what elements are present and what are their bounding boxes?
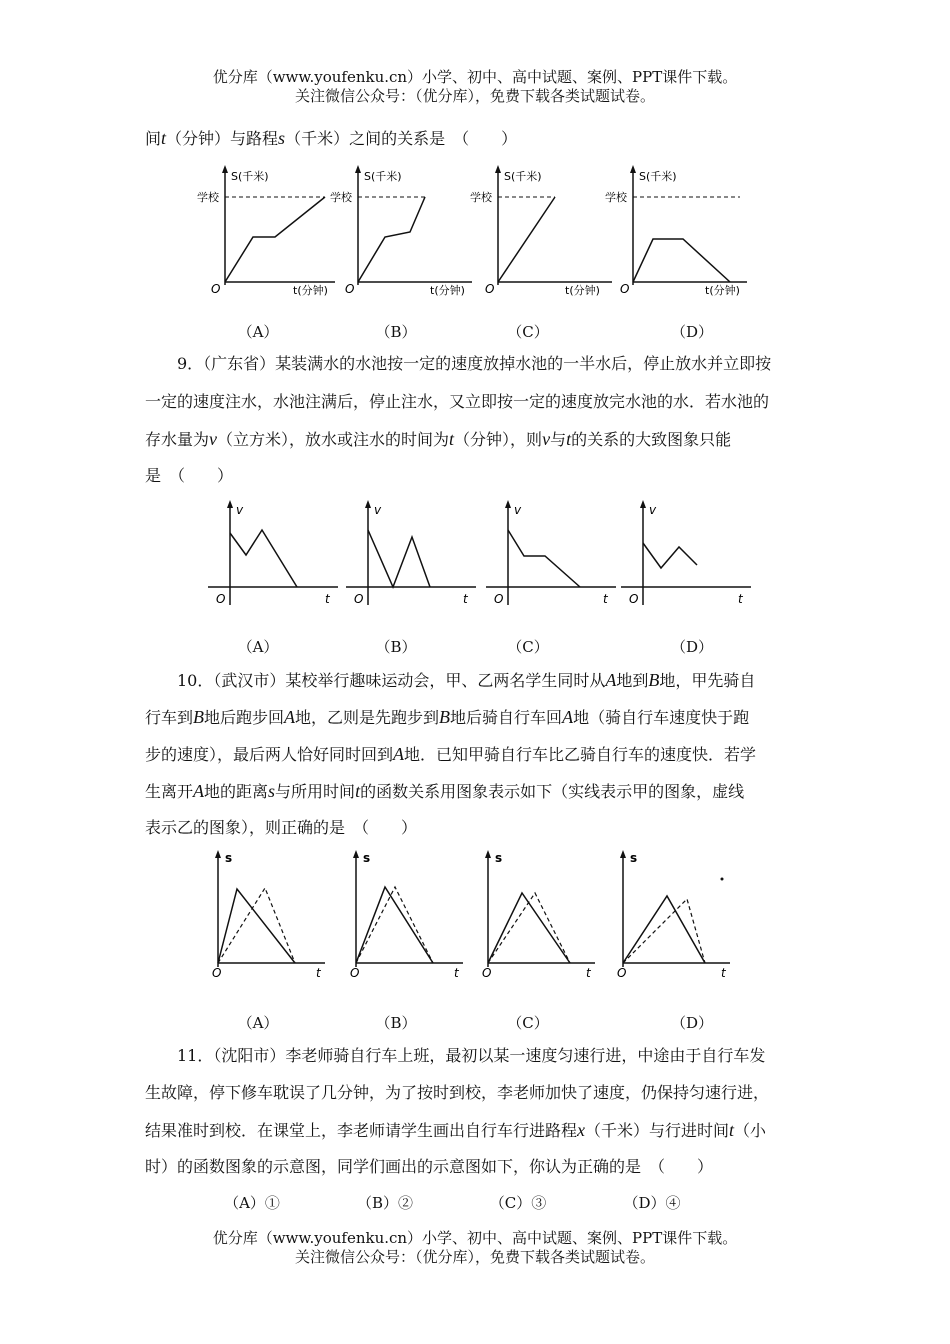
q9b-ylabel: v (374, 503, 382, 517)
q8a-xlabel: t(分钟) (293, 284, 328, 297)
header-line-2: 关注微信公众号：（优分库），免费下载各类试题试卷。 (294, 87, 655, 105)
q9a-ylabel: v (236, 503, 244, 517)
q8b-ylabel: S(千米) (364, 170, 402, 183)
q8-option-b: （B） (375, 323, 417, 341)
q11-line-4: 时）的函数图象的示意图，同学们画出的示意图如下，你认为正确的是 （ ） (145, 1157, 714, 1176)
q10d-xlabel: t (721, 966, 726, 980)
q10-line-4: 生离开A地的距离s与所用时间t的函数关系用图象表示如下（实线表示甲的图象，虚线 (145, 781, 745, 801)
q8-graph-b (330, 160, 480, 300)
q9-graph-c (480, 495, 620, 615)
q11-option-a: （A）① (224, 1194, 280, 1212)
q9-graph-a (200, 495, 340, 615)
q9a-origin: O (216, 592, 226, 606)
q8d-school: 学校 (605, 191, 627, 204)
q9d-origin: O (629, 592, 639, 606)
q10a-ylabel: s (225, 851, 233, 865)
q10-option-b: （B） (375, 1014, 417, 1032)
header-line-1: 优分库（www.youfenku.cn）小学、初中、高中试题、案例、PPT课件下载。 (212, 68, 738, 86)
q8c-ylabel: S(千米) (504, 170, 542, 183)
q10b-xlabel: t (454, 966, 459, 980)
q9-option-a: （A） (237, 638, 279, 656)
q8a-origin: O (211, 282, 221, 296)
q10d-ylabel: s (630, 851, 638, 865)
q11-option-b: （B）② (356, 1194, 414, 1212)
q11-option-c: （C）③ (489, 1194, 547, 1212)
q8-graph-a (195, 160, 345, 300)
q8b-xlabel: t(分钟) (430, 284, 465, 297)
q10c-xlabel: t (586, 966, 591, 980)
q9-line-4: 是 （ ） (145, 466, 234, 485)
q8b-origin: O (345, 282, 355, 296)
q9c-ylabel: v (514, 503, 522, 517)
q10c-ylabel: s (495, 851, 503, 865)
q9-graph-d (615, 495, 755, 615)
q9b-origin: O (354, 592, 364, 606)
q9-line-1: 9．（广东省）某装满水的水池按一定的速度放掉水池的一半水后，停止放水并立即按 (177, 354, 772, 373)
q8a-ylabel: S(千米) (231, 170, 269, 183)
q10-line-1: 10．（武汉市）某校举行趣味运动会，甲、乙两名学生同时从A地到B地，甲先骑自 (177, 670, 756, 690)
q10a-origin: O (212, 966, 222, 980)
q10a-xlabel: t (316, 966, 321, 980)
q8-stem: 间t（分钟）与路程s（千米）之间的关系是 （ ） (145, 128, 518, 148)
q10d-origin: O (617, 966, 627, 980)
q11-line-1: 11．（沈阳市）李老师骑自行车上班，最初以某一速度匀速行进，中途由于自行车发 (177, 1046, 766, 1065)
q10-graph-b (338, 845, 473, 985)
q10b-ylabel: s (363, 851, 371, 865)
q9-option-c: （C） (507, 638, 549, 656)
q9-line-2: 一定的速度注水，水池注满后，停止注水，又立即按一定的速度放完水池的水．若水池的 (145, 392, 770, 411)
q11-line-3: 结果准时到校．在课堂上，李老师请学生画出自行车行进路程x（千米）与行进时间t（小 (145, 1120, 767, 1140)
q10-option-d: （D） (670, 1014, 714, 1032)
q9-graph-b (340, 495, 480, 615)
q9-line-3: 存水量为v（立方米），放水或注水的时间为t（分钟），则v与t的关系的大致图象只能 (145, 429, 732, 449)
q10-line-3: 步的速度），最后两人恰好同时回到A地．已知甲骑自行车比乙骑自行车的速度快．若学 (145, 744, 757, 764)
q8-graph-c (470, 160, 620, 300)
q8d-origin: O (620, 282, 630, 296)
q10-graph-c (470, 845, 605, 985)
q9-option-d: （D） (670, 638, 714, 656)
q10c-origin: O (482, 966, 492, 980)
q10-option-a: （A） (237, 1014, 279, 1032)
q11-option-d: （D）④ (623, 1194, 681, 1212)
q9c-xlabel: t (603, 592, 608, 606)
q10-graph-a (200, 845, 335, 985)
footer-line-1: 优分库（www.youfenku.cn）小学、初中、高中试题、案例、PPT课件下载。 (212, 1229, 738, 1247)
q9d-xlabel: t (738, 592, 743, 606)
q9c-origin: O (494, 592, 504, 606)
q8-option-d: （D） (670, 323, 714, 341)
q10-graph-d (605, 845, 740, 985)
q8-option-a: （A） (237, 323, 279, 341)
q8c-xlabel: t(分钟) (565, 284, 600, 297)
q8a-school: 学校 (197, 191, 219, 204)
q10-line-2: 行车到B地后跑步回A地，乙则是先跑步到B地后骑自行车回A地（骑自行车速度快于跑 (145, 707, 750, 727)
q10b-origin: O (350, 966, 360, 980)
q9d-ylabel: v (649, 503, 657, 517)
q8b-school: 学校 (330, 191, 352, 204)
q11-line-2: 生故障，停下修车耽误了几分钟，为了按时到校，李老师加快了速度，仍保持匀速行进， (145, 1083, 770, 1102)
q8c-school: 学校 (470, 191, 492, 204)
q9-option-b: （B） (375, 638, 417, 656)
q8d-xlabel: t(分钟) (705, 284, 740, 297)
q9a-xlabel: t (325, 592, 330, 606)
footer-line-2: 关注微信公众号：（优分库），免费下载各类试题试卷。 (294, 1248, 655, 1266)
q10-option-c: （C） (507, 1014, 549, 1032)
q8-graph-d (605, 160, 755, 300)
q10-line-5: 表示乙的图象），则正确的是 （ ） (145, 818, 418, 837)
q8c-origin: O (485, 282, 495, 296)
q8-option-c: （C） (507, 323, 549, 341)
q9b-xlabel: t (463, 592, 468, 606)
q8d-ylabel: S(千米) (639, 170, 677, 183)
